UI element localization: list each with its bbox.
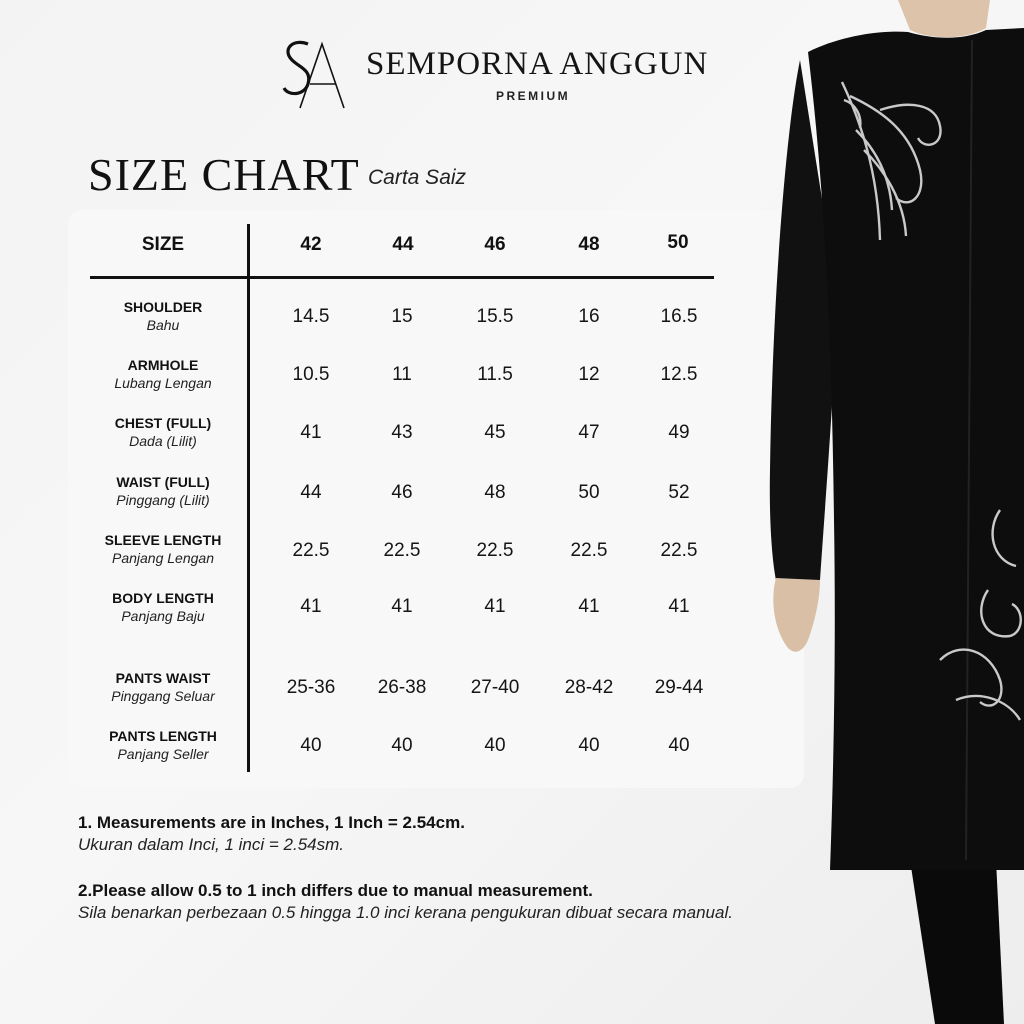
table-cell: 44: [300, 482, 322, 503]
row-label-en: PANTS LENGTH: [109, 728, 217, 744]
table-cell: 40: [668, 735, 690, 756]
row-label: [92, 473, 234, 509]
size-chart-title: SIZE CHART: [88, 149, 360, 200]
table-cell: 41: [391, 596, 413, 617]
table-cell: 16: [578, 306, 600, 327]
row-label: [92, 414, 234, 450]
row-label: [92, 298, 234, 334]
row-label: [92, 531, 234, 567]
table-cell: 29-44: [654, 677, 704, 698]
table-cell: 43: [391, 422, 413, 443]
table-cell: 50: [578, 482, 600, 503]
note-tolerance: [78, 880, 738, 924]
table-cell: 40: [578, 735, 600, 756]
table-cell: 46: [391, 482, 413, 503]
table-cell: 41: [300, 422, 322, 443]
table-cell: 22.5: [660, 540, 698, 561]
size-header-48: 48: [578, 234, 600, 255]
table-cell: 15.5: [476, 306, 514, 327]
table-cell: 22.5: [570, 540, 608, 561]
table-cell: 41: [668, 596, 690, 617]
row-label-ms: Bahu: [146, 317, 180, 333]
table-cell: 52: [668, 482, 690, 503]
model-photo: [760, 0, 1024, 1024]
table-cell: 27-40: [470, 677, 520, 698]
table-cell: 41: [578, 596, 600, 617]
note-1-text-ms: Ukuran dalam Inci, 1 inci = 2.54sm.: [78, 835, 344, 854]
row-label-ms: Dada (Lilit): [129, 433, 197, 449]
row-label: [92, 356, 234, 392]
note-2-text-ms: Sila benarkan perbezaan 0.5 hingga 1.0 inci kerana pengukuran dibuat secara manual.: [78, 903, 733, 922]
table-header-divider: [90, 276, 714, 279]
table-cell: 22.5: [476, 540, 514, 561]
table-cell: 22.5: [383, 540, 421, 561]
table-cell: 12: [578, 364, 600, 385]
table-cell: 45: [484, 422, 506, 443]
row-label-ms: Panjang Lengan: [112, 550, 214, 566]
row-label-en: SLEEVE LENGTH: [104, 532, 222, 548]
table-cell: 14.5: [292, 306, 330, 327]
table-cell: 15: [391, 306, 413, 327]
size-header-46: 46: [484, 234, 506, 255]
table-cell: 41: [484, 596, 506, 617]
row-label-ms: Panjang Baju: [121, 608, 205, 624]
row-label-en: BODY LENGTH: [112, 590, 214, 606]
table-cell: 22.5: [292, 540, 330, 561]
row-label-en: SHOULDER: [123, 299, 203, 315]
table-cell: 28-42: [564, 677, 614, 698]
note-1-text: 1. Measurements are in Inches, 1 Inch = 2.54cm.: [78, 813, 465, 832]
size-column-header: SIZE: [141, 234, 185, 255]
table-cell: 26-38: [377, 677, 427, 698]
note-2-text: 2.Please allow 0.5 to 1 inch differs due to manual measurement.: [78, 881, 593, 900]
brand-tagline: PREMIUM: [496, 89, 571, 103]
table-cell: 40: [391, 735, 413, 756]
table-cell: 40: [300, 735, 322, 756]
row-label-en: WAIST (FULL): [116, 474, 210, 490]
row-label-ms: Lubang Lengan: [114, 375, 212, 391]
table-cell: 11.5: [477, 364, 513, 385]
table-cell: 47: [578, 422, 600, 443]
size-header-50: 50: [667, 232, 689, 253]
table-cell: 12.5: [660, 364, 698, 385]
table-cell: 41: [300, 596, 322, 617]
table-cell: 25-36: [286, 677, 336, 698]
brand-name: SEMPORNA ANGGUN: [366, 46, 709, 82]
size-header-42: 42: [300, 234, 322, 255]
table-cell: 48: [484, 482, 506, 503]
size-chart-subtitle: Carta Saiz: [368, 166, 467, 189]
table-cell: 49: [668, 422, 690, 443]
row-label-ms: Pinggang Seluar: [111, 688, 215, 704]
table-vertical-divider: [247, 224, 250, 772]
brand-monogram-logo: [278, 36, 348, 112]
row-label-ms: Panjang Seller: [117, 746, 209, 762]
table-cell: 10.5: [292, 364, 330, 385]
row-label-en: ARMHOLE: [127, 357, 199, 373]
row-label: [92, 727, 234, 763]
row-label-ms: Pinggang (Lilit): [116, 492, 210, 508]
table-cell: 40: [484, 735, 506, 756]
row-label: [92, 669, 234, 705]
table-cell: 16.5: [660, 306, 698, 327]
note-measurement-units: [78, 812, 738, 856]
size-header-44: 44: [392, 234, 414, 255]
table-cell: 11: [392, 364, 412, 385]
row-label-en: CHEST (FULL): [114, 415, 212, 431]
row-label-en: PANTS WAIST: [115, 670, 211, 686]
row-label: [92, 589, 234, 625]
